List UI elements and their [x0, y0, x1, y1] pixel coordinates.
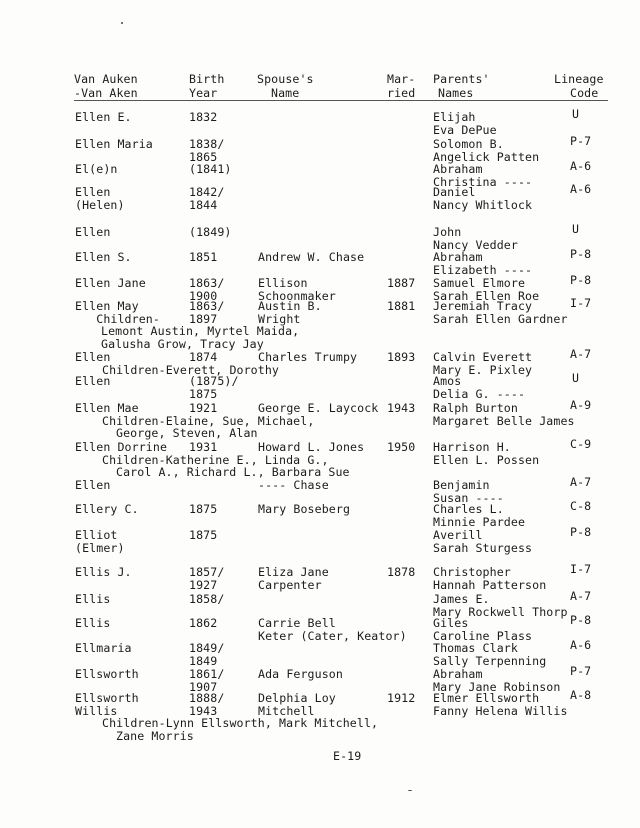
children-list: Lemont Austin, Myrtel Maida, — [101, 324, 300, 339]
header-spouse-2: Name — [271, 86, 300, 100]
parent-name: Abraham — [433, 162, 483, 176]
spouse-name: Ada Ferguson — [258, 667, 343, 681]
spouse-name: Charles Trumpy — [258, 350, 358, 364]
birth-year: 1875 — [189, 528, 218, 542]
birth-year: 1931 — [189, 440, 218, 454]
lineage-code: P-8 — [570, 525, 592, 539]
header-surname-1: Van Auken — [74, 72, 138, 86]
lineage-code: A-6 — [570, 159, 592, 173]
spouse-name: Ellison — [258, 276, 308, 290]
birth-year: 1832 — [189, 110, 218, 124]
birth-year: 1849 — [189, 653, 218, 668]
parent-name: John — [433, 225, 462, 239]
spouse-name: Howard L. Jones — [258, 440, 365, 454]
spouse-name: George E. Laycock — [258, 401, 379, 415]
entry-name: Ellen Mae — [75, 401, 139, 415]
married-year: 1881 — [387, 299, 416, 313]
parent-name: Minnie Pardee — [433, 514, 526, 529]
parent-name: Sarah Sturgess — [433, 540, 533, 555]
birth-year: 1862 — [189, 616, 218, 630]
parent-name: Daniel — [433, 185, 476, 199]
header-married-1: Mar- — [387, 72, 416, 86]
parent-name: Elijah — [433, 110, 476, 124]
lineage-code: A-7 — [570, 347, 592, 361]
entry-name: Ellsworth — [75, 667, 139, 681]
entry-name: El(e)n — [75, 162, 118, 176]
birth-year: 1943 — [189, 703, 218, 718]
entry-name: Ellen — [75, 185, 111, 199]
parent-name: Abraham — [433, 250, 483, 264]
lineage-code: U — [572, 107, 580, 121]
parent-name: Ellen L. Possen — [433, 452, 540, 467]
header-divider — [74, 100, 608, 101]
entry-name: (Helen) — [75, 197, 125, 212]
entry-name: Elliot — [75, 528, 118, 542]
entry-name: Ellen S. — [75, 250, 132, 264]
header-surname-2: -Van Aken — [74, 86, 138, 100]
parent-name: Sally Terpenning — [433, 653, 547, 668]
entry-name: Ellis J. — [75, 565, 132, 579]
parent-name: Giles — [433, 616, 469, 630]
lineage-code: P-7 — [570, 664, 592, 678]
parent-name: Jeremiah Tracy — [433, 299, 533, 313]
birth-year: 1897 — [189, 311, 218, 326]
spouse-name: Schoonmaker — [258, 288, 336, 303]
parent-name: Benjamin — [433, 478, 490, 492]
parent-name: Thomas Clark — [433, 641, 518, 655]
lineage-code: P-7 — [570, 134, 592, 148]
header-parents-2: Names — [438, 86, 474, 100]
parent-name: Averill — [433, 528, 483, 542]
spouse-name: Austin B. — [258, 299, 322, 313]
birth-year: 1849/ — [189, 641, 225, 655]
birth-year: 1874 — [189, 350, 218, 364]
parent-name: Eva DePue — [433, 122, 497, 137]
lineage-code: I-7 — [570, 296, 592, 310]
parent-name: Margaret Belle James — [433, 413, 575, 428]
entry-name: Ellmaria — [75, 641, 132, 655]
spouse-name: Mitchell — [258, 703, 315, 718]
entry-name: Ellen — [75, 478, 111, 492]
parent-name: Caroline Plass — [433, 628, 533, 643]
parent-name: Fanny Helena Willis — [433, 703, 568, 718]
parent-name: Nancy Whitlock — [433, 197, 533, 212]
header-birth-1: Birth — [189, 72, 225, 86]
spouse-name: Keter (Cater, Keator) — [258, 628, 407, 643]
lineage-code: A-6 — [570, 182, 592, 196]
married-year: 1878 — [387, 565, 416, 579]
birth-year: 1927 — [189, 577, 218, 592]
parent-name: Sarah Ellen Roe — [433, 288, 540, 303]
lineage-code: A-9 — [570, 398, 592, 412]
birth-year: 1888/ — [189, 691, 225, 705]
lineage-code: U — [572, 222, 580, 236]
entry-name: Ellen Dorrine — [75, 440, 168, 454]
spouse-name: Mary Boseberg — [258, 502, 351, 516]
children-list: Children-Elaine, Sue, Michael, — [102, 413, 315, 428]
entry-name: Ellen Jane — [75, 276, 146, 290]
parent-name: Abraham — [433, 667, 483, 681]
lineage-code: C-8 — [570, 499, 592, 513]
parent-name: Elmer Ellsworth — [433, 691, 540, 705]
married-year: 1912 — [387, 691, 416, 705]
parent-name: Hannah Patterson — [433, 577, 547, 592]
lineage-code: P-8 — [570, 247, 592, 261]
entry-name: (Elmer) — [75, 540, 125, 555]
parent-name: Amos — [433, 374, 462, 388]
parent-name: Mary E. Pixley — [433, 362, 533, 377]
entry-name: Ellen — [75, 225, 111, 239]
lineage-code: A-6 — [570, 638, 592, 652]
lineage-code: C-9 — [570, 437, 592, 451]
spouse-name: Wright — [258, 311, 301, 326]
entry-name: Ellis — [75, 592, 111, 606]
header-married-2: ried — [387, 86, 416, 100]
birth-year: 1900 — [189, 288, 218, 303]
birth-year: (1841) — [189, 162, 232, 176]
entry-name: Willis — [75, 703, 118, 718]
parent-name: Nancy Vedder — [433, 237, 518, 252]
parent-name: Solomon B. — [433, 137, 504, 151]
children-list: Carol A., Richard L., Barbara Sue — [116, 465, 350, 480]
parent-name: James E. — [433, 592, 490, 606]
spouse-name: Eliza Jane — [258, 565, 329, 579]
birth-year: 1921 — [189, 401, 218, 415]
parent-name: Calvin Everett — [433, 350, 533, 364]
birth-year: 1875 — [189, 386, 218, 401]
birth-year: 1875 — [189, 502, 218, 516]
parent-name: Mary Rockwell Thorp — [433, 604, 568, 619]
birth-year: 1857/ — [189, 565, 225, 579]
entry-name: Ellen May — [75, 299, 139, 313]
entry-name: Ellsworth — [75, 691, 139, 705]
lineage-code: U — [572, 371, 580, 385]
page-number: E-19 — [333, 749, 362, 763]
birth-year: (1849) — [189, 225, 232, 239]
married-year: 1943 — [387, 401, 416, 415]
married-year: 1887 — [387, 276, 416, 290]
children-list: Children-Katherine E., Linda G., — [102, 452, 329, 467]
lineage-code: P-8 — [570, 273, 592, 287]
header-birth-2: Year — [189, 86, 218, 100]
scan-speck — [408, 790, 412, 791]
entry-name: Ellis — [75, 616, 111, 630]
entry-name: Ellen E. — [75, 110, 132, 124]
lineage-code: P-8 — [570, 613, 592, 627]
header-spouse-1: Spouse's — [257, 72, 314, 86]
birth-year: (1875)/ — [189, 374, 239, 388]
lineage-code: A-8 — [570, 688, 592, 702]
lineage-code: A-7 — [570, 589, 592, 603]
birth-year: 1858/ — [189, 592, 225, 606]
children-list: Children-Lynn Ellsworth, Mark Mitchell, — [102, 716, 379, 731]
parent-name: Angelick Patten — [433, 149, 540, 164]
header-lineage-1: Lineage — [554, 72, 604, 86]
parent-name: Charles L. — [433, 502, 504, 516]
entry-name: Ellery C. — [75, 502, 139, 516]
birth-year: 1863/ — [189, 276, 225, 290]
parent-name: Susan ---- — [433, 490, 504, 505]
parent-name: Delia G. ---- — [433, 386, 526, 401]
birth-year: 1863/ — [189, 299, 225, 313]
lineage-code: I-7 — [570, 562, 592, 576]
lineage-code: A-7 — [570, 475, 592, 489]
header-parents-1: Parents' — [433, 72, 490, 86]
entry-name: Ellen — [75, 374, 111, 388]
entry-name: Ellen — [75, 350, 111, 364]
parent-name: Christina ---- — [433, 174, 533, 189]
header-lineage-2: Code — [570, 86, 599, 100]
parent-name: Christopher — [433, 565, 511, 579]
spouse-name: ---- Chase — [258, 478, 329, 492]
entry-name: Ellen Maria — [75, 137, 153, 151]
parent-name: Sarah Ellen Gardner — [433, 311, 568, 326]
parent-name: Ralph Burton — [433, 401, 518, 415]
birth-year: 1842/ — [189, 185, 225, 199]
birth-year: 1844 — [189, 197, 218, 212]
birth-year: 1865 — [189, 149, 218, 164]
children-list: Children-Everett, Dorothy — [102, 362, 280, 377]
birth-year: 1838/ — [189, 137, 225, 151]
parent-name: Harrison H. — [433, 440, 511, 454]
married-year: 1893 — [387, 350, 416, 364]
scan-speck — [121, 22, 123, 24]
children-list: Galusha Grow, Tracy Jay — [101, 337, 264, 352]
entry-name: Children- — [75, 311, 160, 326]
birth-year: 1907 — [189, 679, 218, 694]
birth-year: 1851 — [189, 250, 218, 264]
parent-name: Mary Jane Robinson — [433, 679, 561, 694]
spouse-name: Andrew W. Chase — [258, 250, 365, 264]
married-year: 1950 — [387, 440, 416, 454]
parent-name: Samuel Elmore — [433, 276, 526, 290]
spouse-name: Delphia Loy — [258, 691, 336, 705]
children-list: George, Steven, Alan — [116, 426, 258, 441]
parent-name: Elizabeth ---- — [433, 262, 533, 277]
spouse-name: Carpenter — [258, 577, 322, 592]
spouse-name: Carrie Bell — [258, 616, 336, 630]
children-list: Zane Morris — [116, 729, 194, 744]
birth-year: 1861/ — [189, 667, 225, 681]
